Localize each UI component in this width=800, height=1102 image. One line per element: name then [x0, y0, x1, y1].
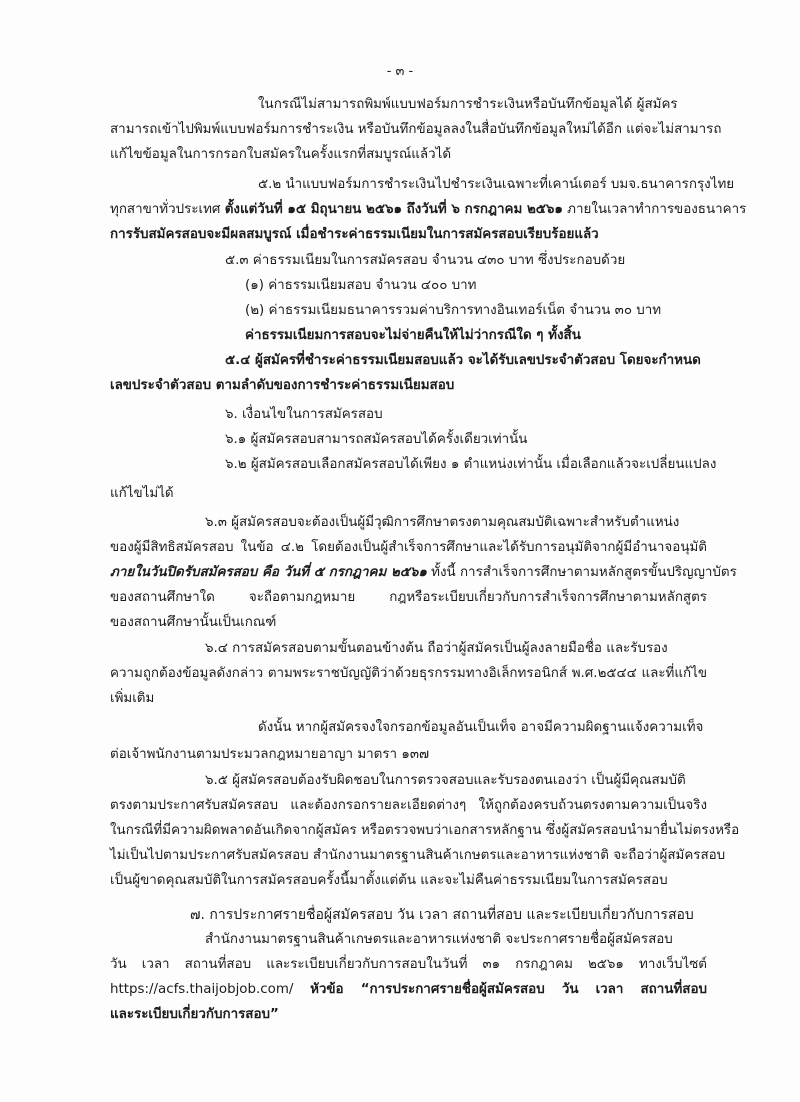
item-6-5-line-5: เป็นผู้ขาดคุณสมบัติในการสมัครสอบครั้งนี้มาตั้งแต่ต้น และจะไม่คืนค่าธรรมเนียมในการสมัครสอบ — [110, 873, 668, 888]
item-6-3-line-3: ภายในวันปิดรับสมัครสอบ คือ วันที่ ๕ กรกฎาคม ๒๕๖๑ ทั้งนี้ การสำเร็จการศึกษาตามหลักสูตรขั้นปริญญาบัตร — [110, 565, 737, 580]
item-5-3: ๕.๓ ค่าธรรมเนียมในการสมัครสอบ จำนวน ๔๓๐ บาท ซึ่งประกอบด้วย — [225, 253, 626, 268]
item-6-3-line-4: ของสถานศึกษาใด จะถือตามกฎหมาย กฎหรือระเบียบเกี่ยวกับการสำเร็จการศึกษาตามหลักสูตร — [110, 590, 707, 605]
item-6-5-line-3: ในกรณีที่มีความผิดพลาดอันเกิดจากผู้สมัคร หรือตรวจพบว่าเอกสารหลักฐาน ซึ่งผู้สมัครสอบนำมายื่นไม่ตรงหรือ — [110, 823, 740, 838]
item-5-2-line-3: การรับสมัครสอบจะมีผลสมบูรณ์ เมื่อชำระค่าธรรมเนียมในการสมัครสอบเรียบร้อยแล้ว — [110, 227, 599, 242]
item-5-4-line-2: เลขประจำตัวสอบ ตามลำดับของการชำระค่าธรรมเนียมสอบ — [110, 378, 455, 393]
item-5-2-line-2: ทุกสาขาทั่วประเทศ ตั้งแต่วันที่ ๑๕ มิถุนายน ๒๕๖๑ ถึงวันที่ ๖ กรกฎาคม ๒๕๖๑ ภายในเวลาทำการของธนาคาร — [110, 202, 747, 217]
section-6-heading: ๖. เงื่อนไขในการสมัครสอบ — [225, 407, 383, 422]
item-6-4-line-2: ความถูกต้องข้อมูลดังกล่าว ตามพระราชบัญญัติว่าด้วยธุรกรรมทางอิเล็กทรอนิกส์ พ.ศ.๒๕๔๔ และที่แก้ไข — [110, 666, 707, 681]
item-6-4-line-1: ๖.๔ การสมัครสอบตามขั้นตอนข้างต้น ถือว่าผู้สมัครเป็นผู้ลงลายมือชื่อ และรับรอง — [205, 641, 668, 656]
false-info-warning-line-1: ดังนั้น หากผู้สมัครจงใจกรอกข้อมูลอันเป็นเท็จ อาจมีความผิดฐานแจ้งความเท็จ — [258, 720, 704, 735]
item-6-5-line-1: ๖.๕ ผู้สมัครสอบต้องรับผิดชอบในการตรวจสอบและรับรองตนเองว่า เป็นผู้มีคุณสมบัติ — [205, 773, 686, 788]
section-7-line-2: วัน เวลา สถานที่สอบ และระเบียบเกี่ยวกับการสอบในวันที่ ๓๑ กรกฎาคม ๒๕๖๑ ทางเว็บไซต์ — [110, 957, 707, 972]
item-5-3-2: (๒) ค่าธรรมเนียมธนาคารรวมค่าบริการทางอินเทอร์เน็ต จำนวน ๓๐ บาท — [245, 303, 662, 318]
item-5-3-1: (๑) ค่าธรรมเนียมสอบ จำนวน ๔๐๐ บาท — [245, 278, 477, 293]
item-6-4-line-3: เพิ่มเติม — [110, 691, 155, 706]
item-5-4-line-1: ๕.๔ ผู้สมัครที่ชำระค่าธรรมเนียมสอบแล้ว จะได้รับเลขประจำตัวสอบ โดยจะกำหนด — [225, 353, 701, 368]
fee-no-refund-note: ค่าธรรมเนียมการสอบจะไม่จ่ายคืนให้ไม่ว่ากรณีใด ๆ ทั้งสิ้น — [245, 328, 581, 343]
website-link[interactable]: https://acfs.thaijobjob.com/ — [110, 982, 311, 997]
item-6-3-line-5: ของสถานศึกษานั้นเป็นเกณฑ์ — [110, 615, 277, 630]
para-5-1-cont-line-1: ในกรณีไม่สามารถพิมพ์แบบฟอร์มการชำระเงินหรือบันทึกข้อมูลได้ ผู้สมัคร — [258, 97, 678, 112]
item-5-2-line-1: ๕.๒ นำแบบฟอร์มการชำระเงินไปชำระเงินเฉพาะที่เคาน์เตอร์ บมจ.ธนาคารกรุงไทย — [258, 177, 735, 192]
para-5-1-cont-line-3: แก้ไขข้อมูลในการกรอกใบสมัครในครั้งแรกที่สมบูรณ์แล้วได้ — [110, 147, 452, 162]
section-7-line-4: และระเบียบเกี่ยวกับการสอบ” — [110, 1007, 279, 1022]
false-info-warning-line-2: ต่อเจ้าพนักงานตามประมวลกฎหมายอาญา มาตรา ๑๓๗ — [110, 747, 430, 762]
section-7-line-3: https://acfs.thaijobjob.com/ หัวข้อ “การประกาศรายชื่อผู้สมัครสอบ วัน เวลา สถานที่สอบ — [110, 982, 707, 997]
item-6-5-line-2: ตรงตามประกาศรับสมัครสอบ และต้องกรอกรายละเอียดต่างๆ ให้ถูกต้องครบถ้วนตรงตามความเป็นจริง — [110, 798, 707, 813]
item-6-3-line-2: ของผู้มีสิทธิสมัครสอบ ในข้อ ๔.๒ โดยต้องเป็นผู้สำเร็จการศึกษาและได้รับการอนุมัติจากผู้มีอำนาจอนุมัติ — [110, 540, 707, 555]
section-7-line-1: สำนักงานมาตรฐานสินค้าเกษตรและอาหารแห่งชาติ จะประกาศรายชื่อผู้สมัครสอบ — [205, 932, 673, 947]
page-number: - ๓ - — [386, 64, 414, 79]
item-6-1: ๖.๑ ผู้สมัครสอบสามารถสมัครสอบได้ครั้งเดียวเท่านั้น — [225, 432, 528, 447]
section-7-heading: ๗. การประกาศรายชื่อผู้สมัครสอบ วัน เวลา สถานที่สอบ และระเบียบเกี่ยวกับการสอบ — [190, 907, 694, 923]
item-6-2-line-2: แก้ไขไม่ได้ — [110, 486, 174, 501]
item-6-3-line-1: ๖.๓ ผู้สมัครสอบจะต้องเป็นผู้มีวุฒิการศึกษาตรงตามคุณสมบัติเฉพาะสำหรับตำแหน่ง — [205, 515, 680, 530]
item-6-5-line-4: ไม่เป็นไปตามประกาศรับสมัครสอบ สำนักงานมาตรฐานสินค้าเกษตรและอาหารแห่งชาติ จะถือว่าผู้สมัครสอบ — [110, 848, 726, 863]
item-6-2-line-1: ๖.๒ ผู้สมัครสอบเลือกสมัครสอบได้เพียง ๑ ตำแหน่งเท่านั้น เมื่อเลือกแล้วจะเปลี่ยนแปลง — [225, 457, 717, 472]
para-5-1-cont-line-2: สามารถเข้าไปพิมพ์แบบฟอร์มการชำระเงิน หรือบันทึกข้อมูลลงในสื่อบันทึกข้อมูลใหม่ได้อีก แต่จะไม่สามารถ — [110, 122, 722, 137]
